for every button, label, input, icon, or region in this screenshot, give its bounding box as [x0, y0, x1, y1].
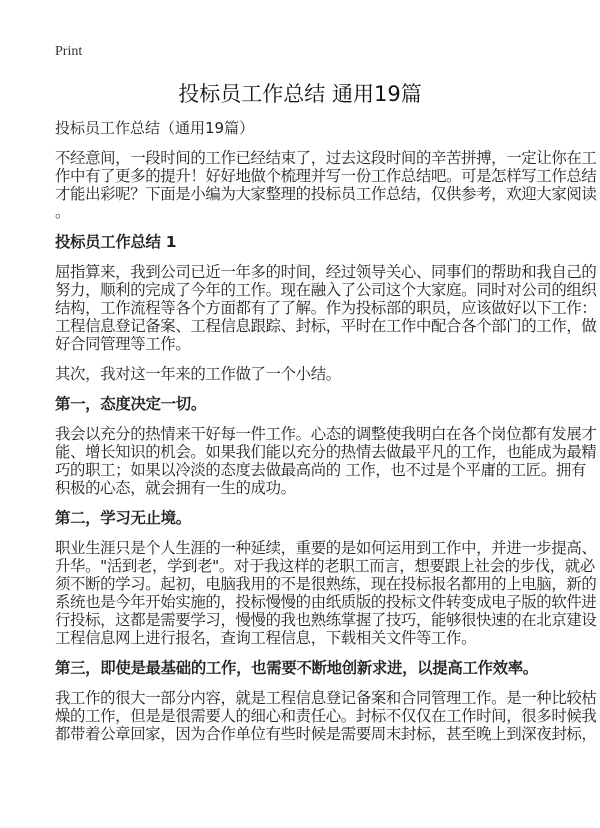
text-line: 屈指算来，我到公司已近一年多的时间，经过领导关心、同事们的帮助和我自己的 [55, 263, 597, 281]
text-line: 能、增长知识的机会。如果我们能以充分的热情去做最平凡的工作，也能成为最精 [55, 443, 597, 461]
paragraph-5 [55, 689, 597, 743]
text-line: 行投标，这都是需要学习，慢慢的我也熟练掌握了技巧，能够很快速的在北京建设 [55, 611, 597, 629]
text-line: 。 [55, 203, 71, 221]
text-line: 都带着公章回家，因为合作单位有些时候是需要周末封标，甚至晚上到深夜封标， [55, 725, 597, 743]
paragraph-4 [55, 539, 597, 647]
section-heading: 投标员工作总结 1 [55, 233, 177, 251]
text-line: 系统也是今年开始实施的，投标慢慢的由纸质版的投标文件转变成电子版的软件进 [55, 593, 597, 611]
text-line: 巧的职工；如果以冷淡的态度去做最高尚的 工作，也不过是个平庸的工匠。拥有 [55, 461, 586, 479]
text-line: 须不断的学习。起初，电脑我用的不是很熟练，现在投标报名都用的上电脑，新的 [55, 575, 597, 593]
intro-paragraph [55, 149, 597, 221]
text-line: 努力，顺利的完成了今年的工作。现在融入了公司这个大家庭。同时对公司的组织 [55, 281, 597, 299]
text-line: 我工作的很大一部分内容，就是工程信息登记备案和合同管理工作。是一种比较枯 [55, 689, 597, 707]
text-line: 工程信息网上进行报名，查询工程信息，下载相关文件等工作。 [55, 629, 477, 647]
paragraph-2 [55, 365, 555, 383]
text-line: 才能出彩呢？下面是小编为大家整理的投标员工作总结，仅供参考，欢迎大家阅读 [55, 185, 597, 203]
print-link[interactable]: Print [55, 44, 83, 59]
text-line: 我会以充分的热情来干好每一件工作。心态的调整使我明白在各个岗位都有发展才 [55, 425, 597, 443]
paragraph-3 [55, 425, 597, 497]
text-line: 升华。"活到老，学到老"。对于我这样的老职工而言，想要跟上社会的步伐，就必 [55, 557, 595, 575]
text-line: 燥的工作，但是是很需要人的细心和责任心。封标不仅仅在工作时间，很多时候我 [55, 707, 597, 725]
article-subtitle: 投标员工作总结（通用19篇） [55, 119, 255, 137]
text-line: 好合同管理等工作。 [55, 335, 191, 353]
text-line: 职业生涯只是个人生涯的一种延续，重要的是如何运用到工作中，并进一步提高、 [55, 539, 597, 557]
article-body [55, 119, 597, 755]
page-title: 投标员工作总结 通用19篇 [178, 82, 422, 106]
text-line: 不经意间，一段时间的工作已经结束了，过去这段时间的辛苦拼搏，一定让你在工 [55, 149, 597, 167]
text-line: 工程信息登记备案、工程信息跟踪、封标，平时在工作中配合各个部门的工作，做 [55, 317, 597, 335]
text-line: 其次，我对这一年来的工作做了一个小结。 [55, 365, 341, 383]
subheading-3: 第三，即使是最基础的工作，也需要不断地创新求进，以提高工作效率。 [55, 659, 538, 677]
text-line: 作中有了更多的提升！好好地做个梳理并写一份工作总结吧。可是怎样写工作总结 [55, 167, 597, 185]
subheading-1: 第一，态度决定一切。 [55, 395, 206, 413]
text-line: 结构，工作流程等各个方面都有了了解。作为投标部的职员，应该做好以下工作： [55, 299, 597, 317]
text-line: 积极的心态，就会拥有一生的成功。 [55, 479, 296, 497]
paragraph-1 [55, 263, 597, 353]
subheading-2: 第二，学习无止境。 [55, 509, 191, 527]
